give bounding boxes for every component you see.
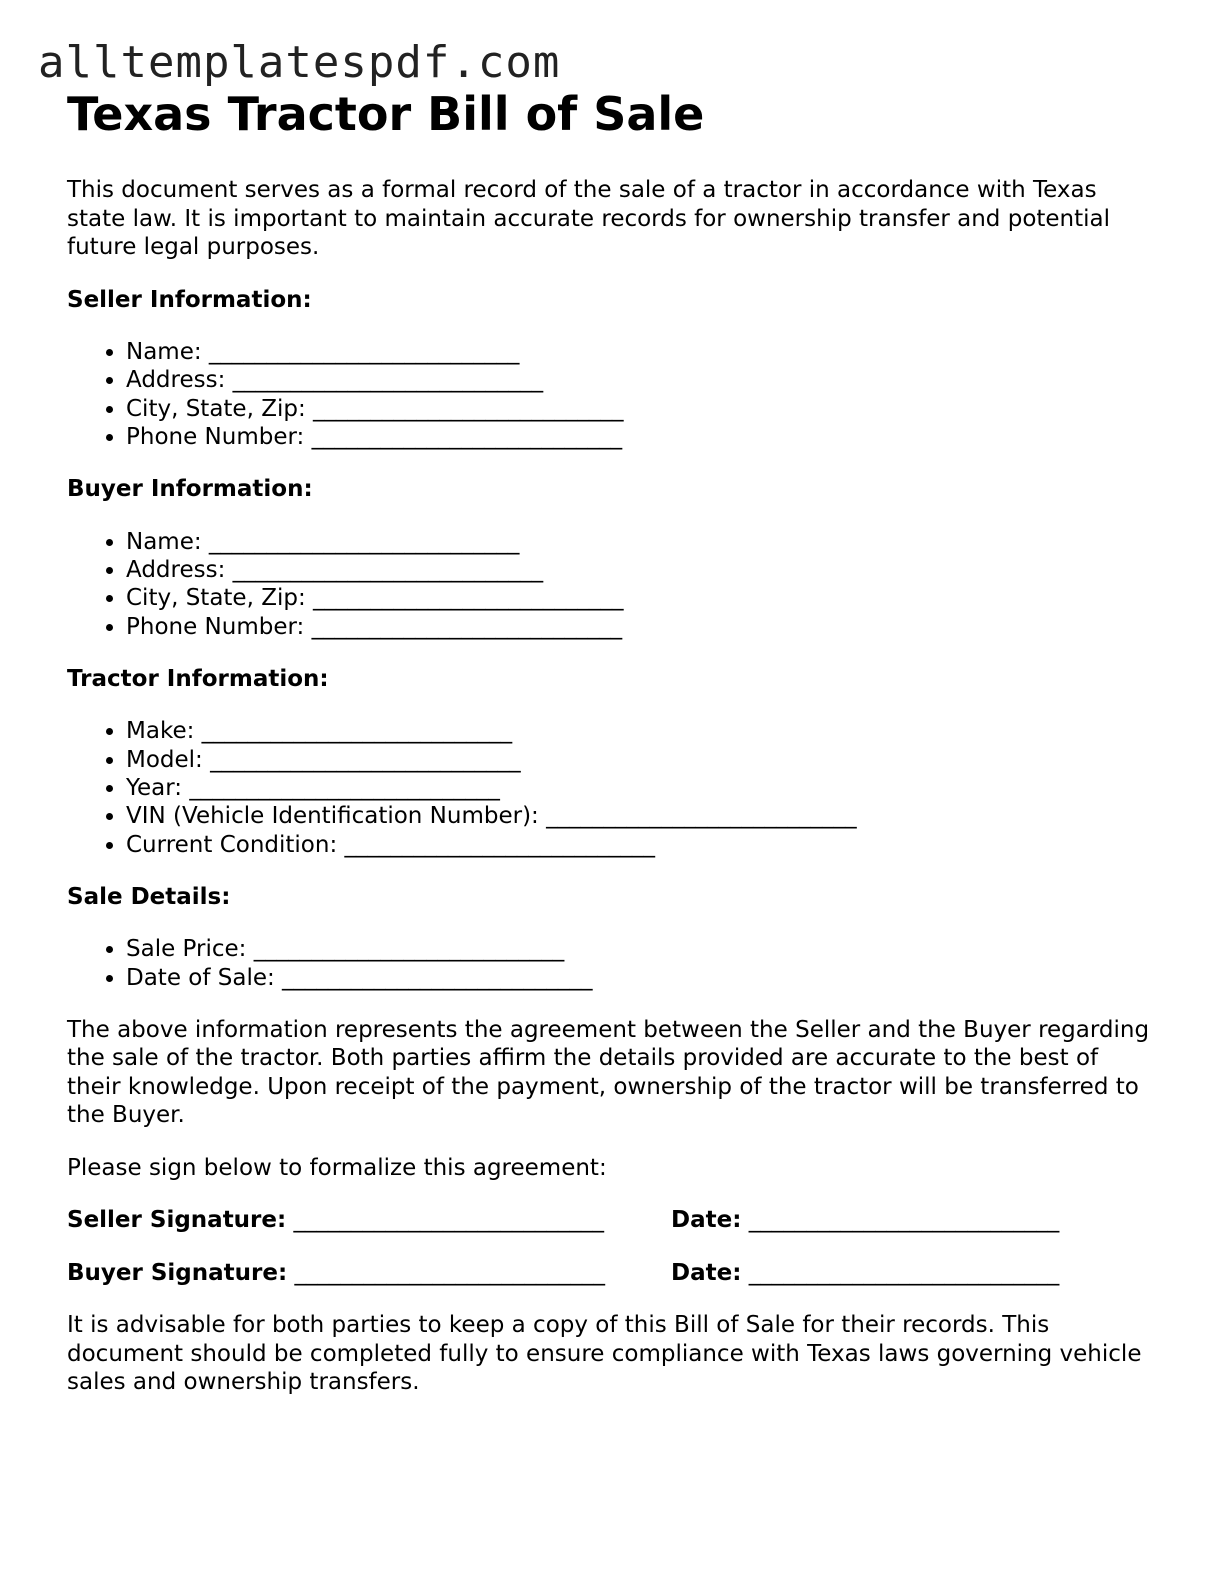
sale-price-field[interactable]: • Sale Price: ___________________________ (126, 935, 1157, 963)
buyer-date-line[interactable]: ___________________________ (748, 1259, 1060, 1286)
seller-address-field[interactable]: • Address: ___________________________ (126, 366, 1157, 394)
seller-signature-label: Seller Signature: (67, 1207, 287, 1234)
buyer-city-state-zip-field[interactable]: • City, State, Zip: ___________________________ (126, 584, 1157, 612)
tractor-heading: Tractor Information: (67, 665, 329, 692)
buyer-phone-field[interactable]: • Phone Number: ___________________________ (126, 613, 1157, 641)
buyer-signature-label: Buyer Signature: (67, 1259, 288, 1286)
buyer-name-field[interactable]: • Name: ___________________________ (126, 528, 1157, 556)
watermark: alltemplatespdf.com (38, 37, 561, 88)
tractor-vin-field[interactable]: • VIN (Vehicle Identification Number): ___________________________ (126, 802, 1157, 830)
tractor-fields (67, 717, 1157, 858)
buyer-signature-line[interactable]: ___________________________ (294, 1259, 605, 1286)
sign-instruction: Please sign below to formalize this agreement: (67, 1154, 607, 1181)
buyer-signature-row (67, 1259, 1157, 1288)
buyer-fields (67, 528, 1157, 641)
page-title: Texas Tractor Bill of Sale (67, 87, 705, 141)
sale-heading: Sale Details: (67, 883, 231, 910)
sale-fields (67, 935, 1157, 992)
tractor-year-field[interactable]: • Year: ___________________________ (126, 774, 1157, 802)
seller-name-field[interactable]: • Name: ___________________________ (126, 338, 1157, 366)
agreement-paragraph: The above information represents the agreement between the Seller and the Buyer regarding the sale of the tractor. Both parties affirm the details provided are accurate to the best of their knowledge. Upon receipt of the payment, ownership of the tractor will be transferred to the Buyer. (67, 1016, 1150, 1129)
buyer-date-label: Date: (671, 1259, 742, 1286)
seller-signature-line[interactable]: ___________________________ (293, 1207, 605, 1234)
seller-city-state-zip-field[interactable]: • City, State, Zip: ___________________________ (126, 395, 1157, 423)
seller-heading: Seller Information: (67, 286, 312, 313)
buyer-address-field[interactable]: • Address: ___________________________ (126, 556, 1157, 584)
buyer-heading: Buyer Information: (67, 476, 313, 503)
tractor-condition-field[interactable]: • Current Condition: ___________________________ (126, 831, 1157, 859)
seller-date-label: Date: (671, 1207, 742, 1234)
seller-signature-row (67, 1206, 1157, 1235)
sale-date-field[interactable]: • Date of Sale: ___________________________ (126, 964, 1157, 992)
seller-date-line[interactable]: ___________________________ (748, 1207, 1060, 1234)
tractor-model-field[interactable]: • Model: ___________________________ (126, 746, 1157, 774)
tractor-make-field[interactable]: • Make: ___________________________ (126, 717, 1157, 745)
seller-fields (67, 338, 1157, 451)
intro-paragraph: This document serves as a formal record of the sale of a tractor in accordance with Texas state law. It is important to maintain accurate records for ownership transfer and potential future legal purposes. (67, 177, 1111, 260)
seller-phone-field[interactable]: • Phone Number: ___________________________ (126, 423, 1157, 451)
advisory-paragraph: It is advisable for both parties to keep a copy of this Bill of Sale for their records. This document should be completed fully to ensure compliance with Texas laws governing vehicle sales and ownership transfers. (67, 1312, 1142, 1396)
document (67, 86, 1157, 1397)
